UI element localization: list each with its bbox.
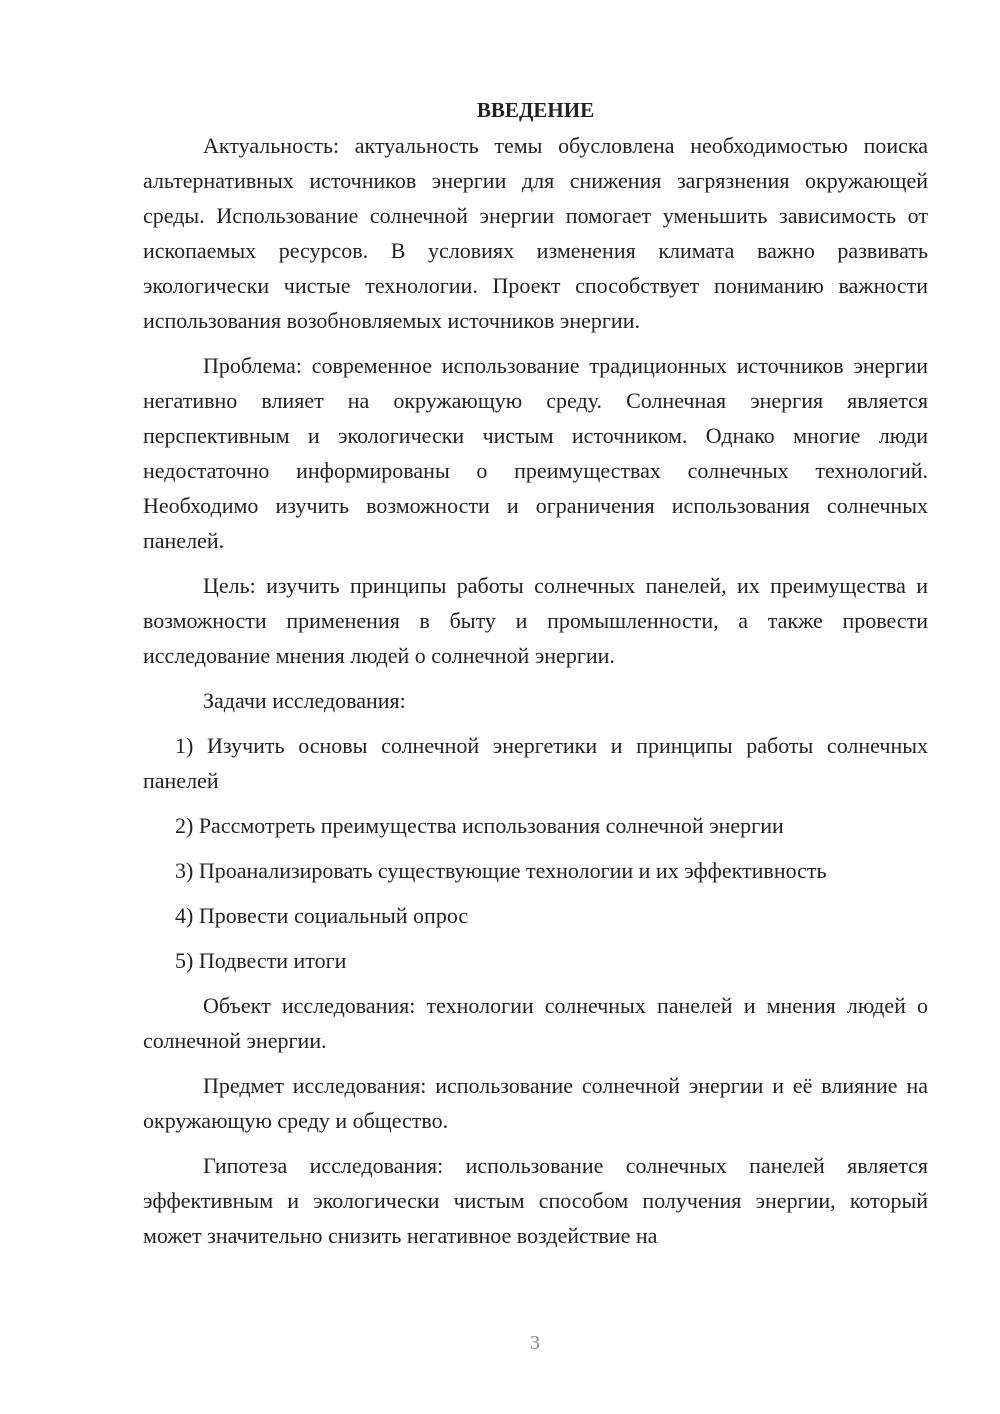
paragraph-hypothesis: Гипотеза исследования: использование солнечных панелей является эффективным и экологически чистым способом получения энергии, который может значительно снизить негативное воздействие на — [143, 1153, 928, 1248]
page-title: ВВЕДЕНИЕ — [476, 98, 595, 122]
task-item-3: 3) Проанализировать существующие технологии и их эффективность — [175, 858, 827, 883]
page-content — [143, 93, 928, 1263]
paragraph-problem: Проблема: современное использование традиционных источников энергии негативно влияет на окружающую среду. Солнечная энергия является перспективным и экологически чистым источником. Однако многие люди недостаточно информированы о преимуществах солнечных технологий. Необходимо изучить возможности и ограничения использования солнечных панелей. — [143, 353, 928, 553]
task-item-1: 1) Изучить основы солнечной энергетики и принципы работы солнечных панелей — [143, 733, 928, 793]
task-item-5: 5) Подвести итоги — [175, 948, 347, 973]
paragraph-relevance: Актуальность: актуальность темы обусловлена необходимостью поиска альтернативных источников энергии для снижения загрязнения окружающей среды. Использование солнечной энергии помогает уменьшить зависимость от ископаемых ресурсов. В условиях изменения климата важно развивать экологически чистые технологии. Проект способствует пониманию важности использования возобновляемых источников энергии. — [143, 133, 928, 333]
paragraph-subject: Предмет исследования: использование солнечной энергии и её влияние на окружающую среду и общество. — [143, 1073, 928, 1133]
paragraph-goal: Цель: изучить принципы работы солнечных панелей, их преимущества и возможности применения в быту и промышленности, а также провести исследование мнения людей о солнечной энергии. — [143, 573, 928, 668]
task-item-4: 4) Провести социальный опрос — [175, 903, 469, 928]
page-number: 3 — [530, 1332, 540, 1354]
paragraph-object: Объект исследования: технологии солнечных панелей и мнения людей о солнечной энергии. — [143, 993, 928, 1053]
task-item-2: 2) Рассмотреть преимущества использования солнечной энергии — [175, 813, 784, 838]
tasks-heading: Задачи исследования: — [203, 688, 406, 713]
